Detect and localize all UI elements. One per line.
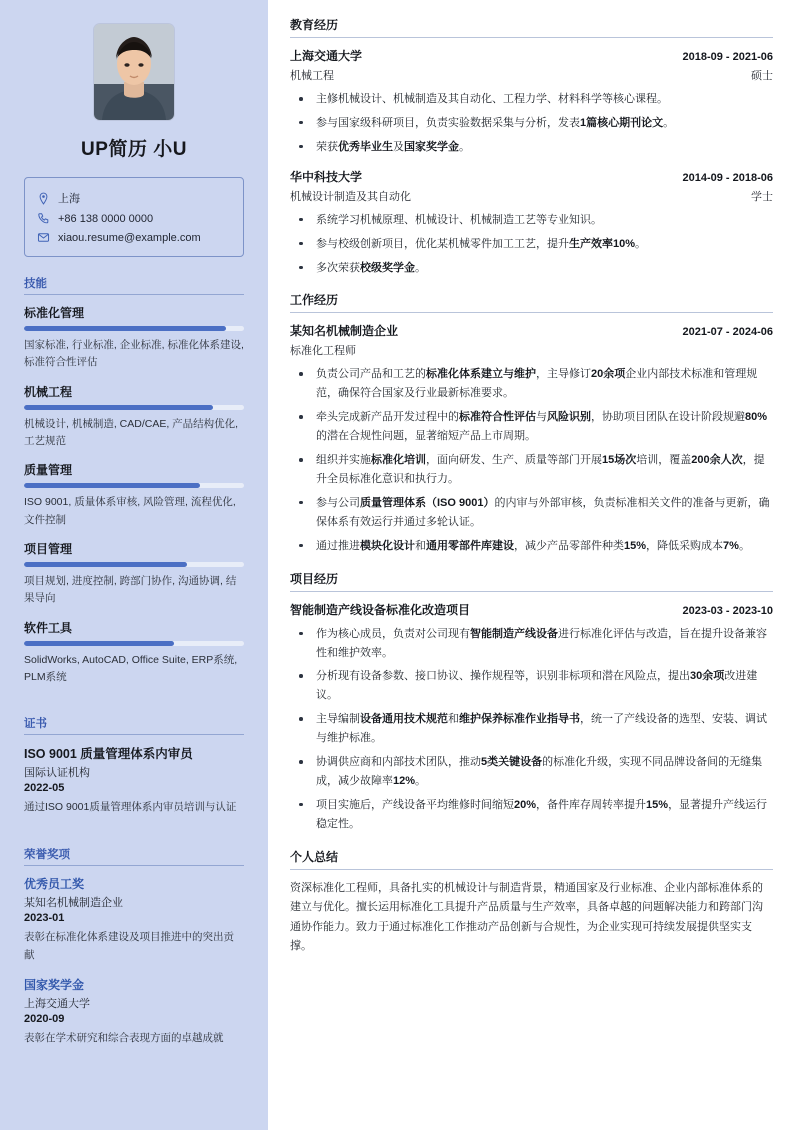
skill-level-bar (24, 562, 244, 567)
skill-level-bar (24, 483, 244, 488)
skill-name: 项目管理 (24, 541, 73, 556)
bullet-item: 参与国家级科研项目，负责实验数据采集与分析，发表1篇核心期刊论文。 (290, 114, 773, 133)
skill-name: 机械工程 (24, 384, 73, 399)
project-name: 智能制造产线设备标准化改造项目 (290, 602, 471, 617)
education-major: 机械工程 (290, 70, 334, 82)
work-date: 2021-07 - 2024-06 (682, 326, 773, 339)
work-section (290, 291, 773, 555)
award-desc: 表彰在标准化体系建设及项目推进中的突出贡献 (24, 931, 234, 961)
contact-phone (37, 209, 231, 228)
education-section-title: 教育经历 (290, 16, 773, 38)
skill-level-bar (24, 326, 244, 331)
skills-section-title: 技能 (24, 275, 244, 295)
bullet-item: 通过推进模块化设计和通用零部件库建设，减少产品零部件种类15%，降低采购成本7%。 (290, 537, 773, 556)
education-section (290, 16, 773, 277)
summary-section-title: 个人总结 (290, 848, 773, 870)
education-date: 2018-09 - 2021-06 (682, 51, 773, 63)
skill-level-bar (24, 405, 244, 410)
contact-box (24, 177, 244, 257)
contact-location (37, 187, 231, 209)
work-section-title: 工作经历 (290, 291, 773, 313)
certificates-section (24, 715, 244, 828)
summary-text: 资深标准化工程师，具备扎实的机械设计与制造背景，精通国家及行业标准、企业内部标准体系的建立与优化。擅长运用标准化工具提升产品质量与生产效率，具备卓越的问题解决能力和跨部门沟通协作能力。致力于通过标准化工作推动产品创新与合规性，为企业实现可持续发展提供坚实支撑。 (290, 881, 763, 953)
bullet-item: 牵头完成新产品开发过程中的标准符合性评估与风险识别，协助项目团队在设计阶段规避80%的潜在合规性问题，显著缩短产品上市周期。 (290, 408, 773, 446)
skill-desc: SolidWorks, AutoCAD, Office Suite, ERP系统, PLM系统 (24, 653, 238, 683)
bullet-item: 项目实施后，产线设备平均维修时间缩短20%，备件库存周转率提升15%，显著提升产线运行稳定性。 (290, 796, 773, 834)
certificate-name: ISO 9001 质量管理体系内审员 (24, 747, 193, 762)
project-bullets (290, 625, 773, 834)
education-entry (290, 47, 773, 157)
award-org: 某知名机械制造企业 (24, 897, 123, 910)
skill-desc: ISO 9001, 质量体系审核, 风险管理, 流程优化, 文件控制 (24, 496, 236, 526)
education-degree: 硕士 (751, 70, 773, 82)
skill-level-bar (24, 641, 244, 646)
bullet-item: 作为核心成员，负责对公司现有智能制造产线设备进行标准化评估与改造，旨在提升设备兼容性和维护效率。 (290, 625, 773, 663)
work-entry (290, 322, 773, 555)
sidebar (0, 0, 268, 1130)
work-bullets (290, 365, 773, 555)
skill-level-fill (24, 641, 174, 646)
bullet-item: 主导编制设备通用技术规范和维护保养标准作业指导书，统一了产线设备的选型、安装、调试与维护标准。 (290, 710, 773, 748)
bullet-item: 参与公司质量管理体系（ISO 9001）的内审与外部审核，负责标准相关文件的准备与更新，确保体系有效运行并通过多轮认证。 (290, 494, 773, 532)
award-desc: 表彰在学术研究和综合表现方面的卓越成就 (24, 1032, 224, 1045)
certificate-date: 2022-05 (24, 782, 65, 795)
main-content (268, 0, 799, 1130)
project-section (290, 570, 773, 834)
education-bullets (290, 211, 773, 278)
skill-item (24, 540, 244, 608)
skill-item (24, 383, 244, 451)
award-org: 上海交通大学 (24, 998, 90, 1011)
project-section-title: 项目经历 (290, 570, 773, 592)
bullet-item: 负责公司产品和工艺的标准化体系建立与维护，主导修订20余项企业内部技术标准和管理规范，确保符合国家及行业最新标准要求。 (290, 365, 773, 403)
email-icon (37, 231, 50, 244)
skill-name: 软件工具 (24, 620, 73, 635)
certificates-section-title: 证书 (24, 715, 244, 735)
skill-level-fill (24, 326, 226, 331)
skill-item (24, 619, 244, 687)
education-bullets (290, 90, 773, 157)
summary-section (290, 848, 773, 957)
phone-icon (37, 212, 50, 225)
award-date: 2020-09 (24, 1013, 65, 1026)
contact-email-value: xiaou.resume@example.com (58, 231, 201, 244)
certificate-item (24, 744, 244, 816)
avatar (94, 24, 174, 120)
skills-section (24, 275, 244, 697)
contact-phone-value: +86 138 0000 0000 (58, 212, 154, 225)
award-date: 2023-01 (24, 912, 65, 925)
education-school: 华中科技大学 (290, 169, 363, 184)
project-entry (290, 601, 773, 834)
education-school: 上海交通大学 (290, 49, 363, 63)
education-entry (290, 168, 773, 278)
portrait-photo-icon (94, 24, 174, 120)
award-name: 优秀员工奖 (24, 877, 85, 892)
project-date: 2023-03 - 2023-10 (682, 604, 773, 617)
award-name: 国家奖学金 (24, 978, 85, 993)
avatar-wrap (24, 24, 244, 120)
skill-level-fill (24, 405, 213, 410)
awards-section (24, 846, 244, 1059)
contact-location-value: 上海 (58, 193, 80, 205)
certificate-org: 国际认证机构 (24, 767, 90, 780)
skill-desc: 国家标准, 行业标准, 企业标准, 标准化体系建设, 标准符合性评估 (24, 339, 244, 369)
work-role: 标准化工程师 (290, 345, 356, 358)
work-company: 某知名机械制造企业 (290, 324, 399, 339)
bullet-item: 参与校级创新项目，优化某机械零件加工工艺，提升生产效率10%。 (290, 235, 773, 254)
award-item (24, 976, 244, 1047)
bullet-item: 组织并实施标准化培训，面向研发、生产、质量等部门开展15场次培训，覆盖200余人次，提升全员标准化意识和执行力。 (290, 451, 773, 489)
bullet-item: 协调供应商和内部技术团队，推动5类关键设备的标准化升级，实现不同品牌设备间的无缝集成，减少故障率12%。 (290, 753, 773, 791)
bullet-item: 主修机械设计、机械制造及其自动化、工程力学、材料科学等核心课程。 (290, 90, 773, 109)
skill-desc: 机械设计, 机械制造, CAD/CAE, 产品结构优化, 工艺规范 (24, 417, 239, 447)
bullet-item: 多次荣获校级奖学金。 (290, 259, 773, 278)
location-pin-icon (37, 192, 50, 205)
contact-email (37, 228, 231, 247)
skill-item (24, 461, 244, 529)
education-degree: 学士 (751, 190, 773, 203)
award-item (24, 875, 244, 964)
skill-desc: 项目规划, 进度控制, 跨部门协作, 沟通协调, 结果导向 (24, 574, 237, 605)
education-major: 机械设计制造及其自动化 (290, 190, 411, 203)
page-title: UP简历 小U (81, 139, 187, 160)
skill-name: 标准化管理 (24, 306, 85, 320)
skill-name: 质量管理 (24, 463, 73, 478)
certificate-desc: 通过ISO 9001质量管理体系内审员培训与认证 (24, 801, 237, 814)
awards-section-title: 荣誉奖项 (24, 846, 244, 866)
skill-item (24, 304, 244, 372)
skill-level-fill (24, 562, 187, 567)
bullet-item: 分析现有设备参数、接口协议、操作规程等，识别非标项和潜在风险点，提出30余项改进建议。 (290, 667, 773, 705)
education-date: 2014-09 - 2018-06 (682, 171, 773, 184)
bullet-item: 荣获优秀毕业生及国家奖学金。 (290, 138, 773, 157)
skill-level-fill (24, 483, 200, 488)
bullet-item: 系统学习机械原理、机械设计、机械制造工艺等专业知识。 (290, 211, 773, 230)
